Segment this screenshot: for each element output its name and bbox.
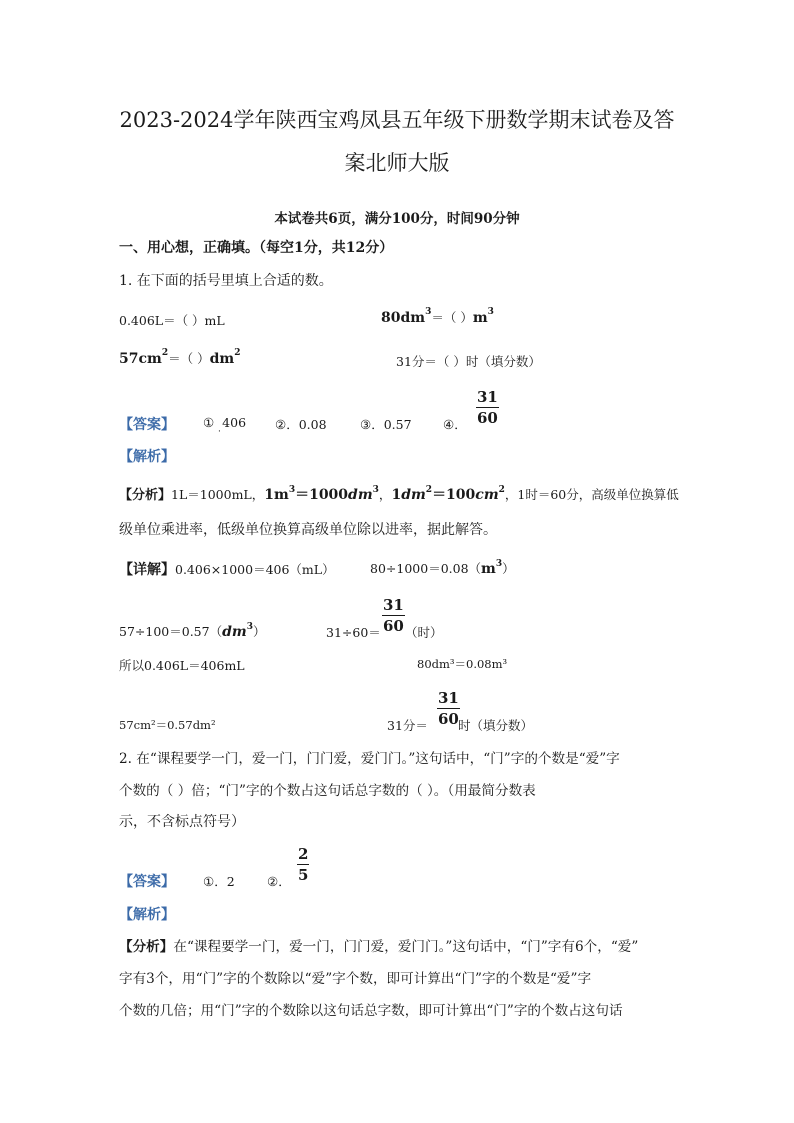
q1-so-left: 所以0.406L＝406mL: [119, 658, 245, 673]
q1-so-right: 80dm³＝0.08m³: [417, 657, 508, 671]
section-heading: 一、用心想，正确填。（每空1分，共12分）: [119, 240, 394, 256]
q1-detail-line3: $57\div 100=0.57(dm^3)$: [119, 621, 266, 640]
doc-title-line1: 2023-2024学年陕西宝鸡凤县五年级下册数学期末试卷及答: [119, 108, 675, 132]
q1-ans-4: ④．: [443, 417, 467, 432]
doc-subtitle: 本试卷共6页，满分100分，时间90分钟: [274, 211, 520, 227]
q1-item-c: $57cm^2=$（ ）$dm^2$: [119, 347, 241, 367]
q2-fenxi-line3: 个数的几倍；用“门”字的个数除以这句话总字数，即可计算出“门”字的个数占这句话: [119, 1003, 623, 1019]
q1-ans-1: ① 406: [203, 415, 247, 430]
q1-detail4-unit: （时）: [405, 625, 443, 640]
q1-fenxi-line1: 【分析】1L＝1000mL，$1m^3=1000dm^3$，$1dm^2=100cm^2$，1时＝60分，高级单位换算低: [119, 484, 679, 503]
q1-detail-line4: 31÷60＝: [326, 625, 381, 640]
q1-ans-2: ②．0.08: [275, 417, 327, 432]
question-1-prompt: 1. 在下面的括号里填上合适的数。: [119, 273, 333, 289]
q2-fenxi-line2: 字有3个，用“门”字的个数除以“爱”字个数，即可计算出“门”字的个数是“爱”字: [119, 971, 592, 987]
q2-fenxi-line1: 【分析】在“课程要学一门，爱一门，门门爱，爱门门。”这句话中，“门”字有6个，“爱”: [119, 939, 639, 955]
q1-answer-tag: 【答案】: [119, 417, 175, 433]
q1-ans-4-fraction: $\frac{31}{60}$: [477, 388, 498, 427]
q1-item-a: 0.406L＝（ ）mL: [119, 313, 225, 328]
q1-last-right: 31分＝: [387, 718, 428, 733]
q2-analysis-tag: 【解析】: [119, 907, 175, 923]
q1-item-b: $80dm^3=$（ ）$m^3$: [381, 306, 494, 326]
q1-ans-3: ③．0.57: [360, 417, 412, 432]
dot-mark: ·: [218, 427, 221, 437]
q1-last-left: 57cm²＝0.57dm²: [119, 718, 216, 732]
q1-detail-line2: $80\div 1000=0.08(m^3)$: [370, 558, 515, 577]
q1-last-fraction: $\frac{31}{60}$: [438, 689, 459, 728]
question-2-line3: 示，不含标点符号）: [119, 814, 245, 830]
q2-ans-2-fraction: $\frac{2}{5}$: [298, 845, 309, 884]
q2-ans-1: ①．2: [203, 874, 235, 889]
q1-analysis-tag: 【解析】: [119, 449, 175, 465]
q1-last-unit: 时（填分数）: [458, 718, 534, 733]
q1-detail4-fraction: $\frac{31}{60}$: [383, 596, 404, 635]
doc-title-line2: 案北师大版: [344, 151, 450, 175]
q1-detail-line1: 【详解】0.406×1000＝406（mL）: [119, 562, 335, 578]
q2-answer-tag: 【答案】: [119, 874, 175, 890]
q1-item-d: 31分＝（ ）时（填分数）: [396, 354, 541, 369]
q2-ans-2: ②．: [267, 874, 291, 889]
question-2-line2: 个数的（ ）倍；“门”字的个数占这句话总字数的（ ）。（用最简分数表: [119, 783, 536, 799]
question-2-line1: 2. 在“课程要学一门，爱一门，门门爱，爱门门。”这句话中，“门”字的个数是“爱”字: [119, 751, 620, 767]
q1-fenxi-line2: 级单位乘进率，低级单位换算高级单位除以进率，据此解答。: [119, 522, 497, 538]
